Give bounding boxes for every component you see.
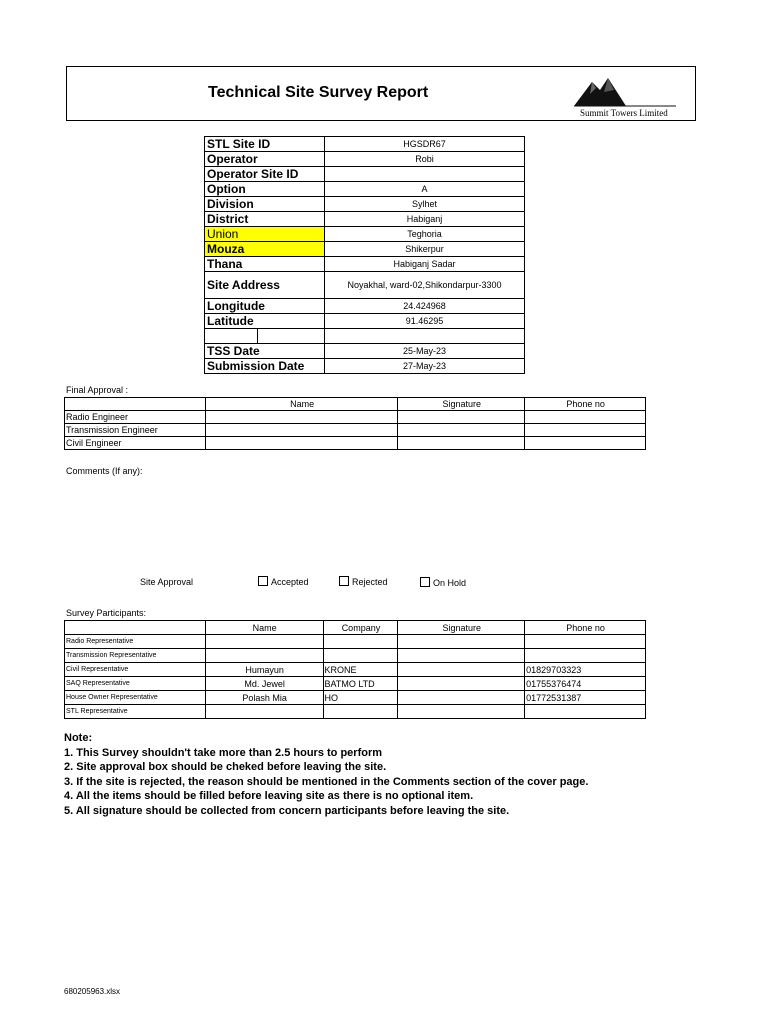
note-item: 2. Site approval box should be cheked before leaving the site. (64, 761, 387, 773)
approval-phone-cell[interactable] (525, 411, 646, 424)
approval-header-name: Name (205, 398, 398, 411)
participant-role: SAQ Representative (65, 677, 206, 691)
approval-name-cell[interactable] (205, 411, 398, 424)
notes-title: Note: (64, 732, 93, 744)
participant-phone[interactable]: 01772531387 (525, 691, 646, 705)
value-thana: Habiganj Sadar (325, 257, 525, 272)
value-longitude: 24.424968 (325, 299, 525, 314)
label-stl-site-id: STL Site ID (205, 137, 325, 152)
table-row (65, 649, 646, 663)
logo-text: Summit Towers Limited (580, 108, 668, 118)
survey-participants-label: Survey Participants: (66, 608, 147, 618)
approval-signature-cell[interactable] (398, 437, 525, 450)
final-approval-label: Final Approval : (66, 385, 129, 395)
on-hold-option[interactable] (420, 577, 466, 588)
participant-company[interactable]: HO (323, 691, 398, 705)
participant-company[interactable] (323, 635, 398, 649)
participant-phone[interactable]: 01829703323 (525, 663, 646, 677)
site-info-table (204, 136, 525, 374)
participant-role: House Owner Representative (65, 691, 206, 705)
approval-header-signature: Signature (398, 398, 525, 411)
label-latitude: Latitude (205, 314, 325, 329)
participant-name[interactable]: Polash Mia (205, 691, 323, 705)
participants-header-role (65, 621, 206, 635)
participant-role: Radio Representative (65, 635, 206, 649)
approval-phone-cell[interactable] (525, 437, 646, 450)
value-submission-date: 27-May-23 (325, 359, 525, 374)
approval-phone-cell[interactable] (525, 424, 646, 437)
participant-name[interactable]: Md. Jewel (205, 677, 323, 691)
table-row (65, 635, 646, 649)
site-approval-label: Site Approval (140, 577, 194, 587)
participant-company[interactable]: BATMO LTD (323, 677, 398, 691)
participant-role: Transmission Representative (65, 649, 206, 663)
approval-header-phone: Phone no (525, 398, 646, 411)
company-logo (570, 74, 680, 120)
value-option: A (325, 182, 525, 197)
participant-company[interactable] (323, 649, 398, 663)
participant-name[interactable] (205, 649, 323, 663)
note-item: 3. If the site is rejected, the reason should be mentioned in the Comments section of the cover page. (64, 775, 589, 788)
value-tss-date: 25-May-23 (325, 344, 525, 359)
table-row (65, 705, 646, 719)
report-title: Technical Site Survey Report (208, 84, 429, 101)
note-item: 1. This Survey shouldn't take more than 2.5 hours to perform (64, 746, 383, 759)
label-site-address: Site Address (205, 272, 325, 299)
participant-signature[interactable] (398, 705, 525, 719)
file-name-footer: 680205963.xlsx (64, 987, 121, 996)
on-hold-checkbox[interactable] (420, 577, 430, 587)
rejected-label: Rejected (352, 577, 388, 587)
value-operator: Robi (325, 152, 525, 167)
participants-header-name: Name (205, 621, 323, 635)
value-union: Teghoria (325, 227, 525, 242)
participant-phone[interactable] (525, 635, 646, 649)
mountain-logo-icon (570, 74, 680, 108)
comments-label: Comments (If any): (66, 466, 143, 476)
approval-role-transmission: Transmission Engineer (65, 424, 206, 437)
approval-name-cell[interactable] (205, 437, 398, 450)
notes-section (64, 731, 588, 818)
value-stl-site-id: HGSDR67 (325, 137, 525, 152)
approval-signature-cell[interactable] (398, 424, 525, 437)
participant-phone[interactable] (525, 649, 646, 663)
blank-value-cell (325, 329, 525, 344)
participant-name[interactable] (205, 635, 323, 649)
value-district: Habiganj (325, 212, 525, 227)
approval-header-role (65, 398, 206, 411)
value-mouza: Shikerpur (325, 242, 525, 257)
final-approval-table (64, 397, 646, 450)
participant-role: Civil Representative (65, 663, 206, 677)
participant-signature[interactable] (398, 677, 525, 691)
rejected-checkbox[interactable] (339, 576, 349, 586)
label-division: Division (205, 197, 325, 212)
on-hold-label: On Hold (433, 578, 467, 588)
accepted-option[interactable] (258, 576, 309, 587)
participant-signature[interactable] (398, 649, 525, 663)
label-option: Option (205, 182, 325, 197)
label-thana: Thana (205, 257, 325, 272)
participant-name[interactable]: Humayun (205, 663, 323, 677)
approval-role-civil: Civil Engineer (65, 437, 206, 450)
note-item: 4. All the items should be filled before leaving site as there is no optional item. (64, 790, 474, 802)
value-site-address: Noyakhal, ward-02,Shikondarpur-3300 (325, 272, 525, 299)
participant-signature[interactable] (398, 691, 525, 705)
participants-header-phone: Phone no (525, 621, 646, 635)
value-latitude: 91.46295 (325, 314, 525, 329)
approval-signature-cell[interactable] (398, 411, 525, 424)
participant-name[interactable] (205, 705, 323, 719)
participant-phone[interactable] (525, 705, 646, 719)
accepted-checkbox[interactable] (258, 576, 268, 586)
participant-signature[interactable] (398, 663, 525, 677)
rejected-option[interactable] (339, 576, 388, 587)
participants-header-company: Company (323, 621, 398, 635)
note-item: 5. All signature should be collected from concern participants before leaving the site. (64, 804, 510, 817)
value-operator-site-id (325, 167, 525, 182)
value-division: Sylhet (325, 197, 525, 212)
participant-company[interactable]: KRONE (323, 663, 398, 677)
table-row (65, 691, 646, 705)
approval-name-cell[interactable] (205, 424, 398, 437)
label-operator-site-id: Operator Site ID (205, 167, 325, 182)
blank-cell (205, 329, 325, 344)
label-mouza: Mouza (205, 242, 325, 257)
participant-role: STL Representative (65, 705, 206, 719)
approval-role-radio: Radio Engineer (65, 411, 206, 424)
survey-participants-table (64, 620, 646, 719)
participant-phone[interactable]: 01755376474 (525, 677, 646, 691)
table-row (65, 677, 646, 691)
label-longitude: Longitude (205, 299, 325, 314)
label-union: Union (205, 227, 325, 242)
accepted-label: Accepted (271, 577, 309, 587)
label-tss-date: TSS Date (205, 344, 325, 359)
label-district: District (205, 212, 325, 227)
participant-company[interactable] (323, 705, 398, 719)
table-row (65, 663, 646, 677)
label-submission-date: Submission Date (205, 359, 325, 374)
label-operator: Operator (205, 152, 325, 167)
participant-signature[interactable] (398, 635, 525, 649)
participants-header-signature: Signature (398, 621, 525, 635)
